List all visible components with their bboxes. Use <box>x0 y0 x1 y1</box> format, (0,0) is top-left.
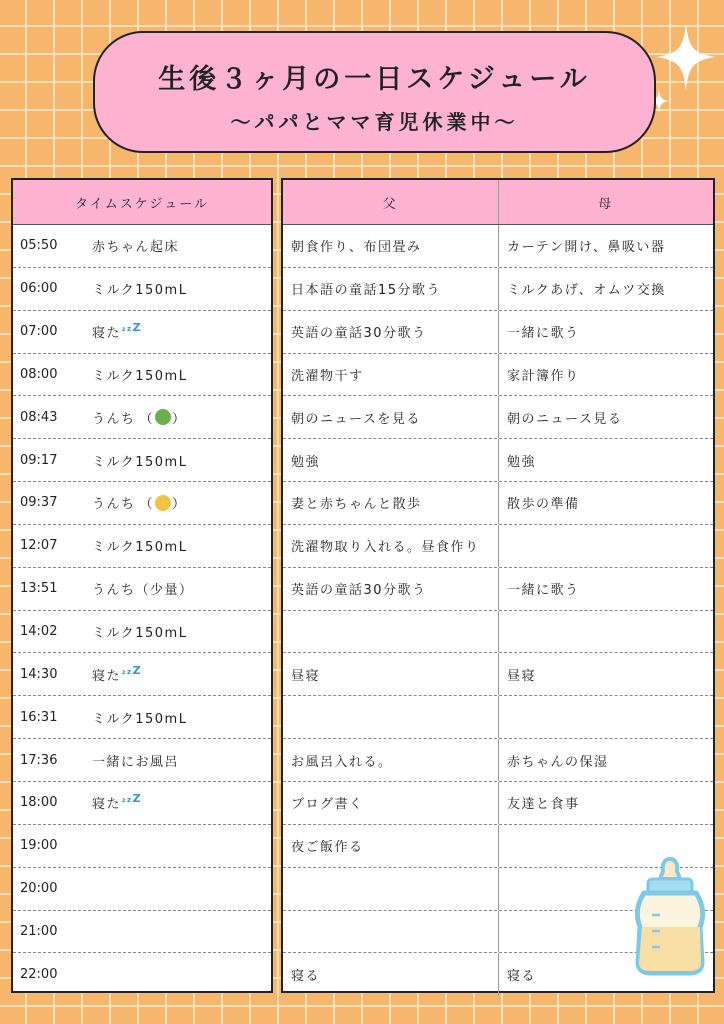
father-header: 父 <box>382 196 398 212</box>
event-cell <box>92 451 271 470</box>
event-cell <box>92 279 271 298</box>
event-label: うんち <box>92 411 136 427</box>
event-label: 赤ちゃん起床 <box>92 240 180 256</box>
event-label: うんち <box>92 497 136 513</box>
mother-cell: 家計簿作り <box>498 354 713 396</box>
event-label: 寝た <box>92 797 122 813</box>
father-cell: ブログ書く <box>291 797 364 813</box>
father-cell: 英語の童話30分歌う <box>291 583 427 599</box>
mother-cell <box>498 696 713 738</box>
mother-cell: 朝のニュース見る <box>498 396 713 438</box>
timeline-row <box>13 911 271 954</box>
father-cell: 寝る <box>291 969 321 985</box>
parents-row <box>283 311 713 354</box>
timeline-row <box>13 225 271 268</box>
sparkle-icon <box>655 22 717 92</box>
event-label: ミルク150mL <box>92 368 188 384</box>
event-cell <box>92 365 271 384</box>
event-cell <box>92 408 271 427</box>
mother-header: 母 <box>498 180 714 224</box>
yellow-dot-icon <box>155 495 171 511</box>
parents-row <box>283 525 713 568</box>
mother-cell: 散歩の準備 <box>498 482 713 524</box>
timeline-body <box>13 225 271 996</box>
time-cell: 07:00 <box>20 324 58 340</box>
father-cell: 妻と赤ちゃんと散歩 <box>291 497 422 513</box>
event-cell <box>92 579 271 598</box>
father-cell: 勉強 <box>291 454 321 470</box>
event-label: ミルク150mL <box>92 711 188 727</box>
event-cell <box>92 322 271 341</box>
green-dot-icon <box>155 409 171 425</box>
parents-row <box>283 482 713 525</box>
zzz-icon: zzZ <box>122 663 143 677</box>
paren-close: ） <box>172 411 187 427</box>
baby-bottle-icon <box>630 855 710 977</box>
page-subtitle: 〜パパとママ育児休業中〜 <box>230 110 519 134</box>
event-cell <box>92 793 271 812</box>
mother-cell: カーテン開け、鼻吸い器 <box>498 225 713 267</box>
mother-cell <box>498 525 713 567</box>
event-cell <box>92 751 271 770</box>
event-cell <box>92 622 271 641</box>
timeline-row <box>13 439 271 482</box>
parents-row <box>283 268 713 311</box>
timeline-table <box>11 178 273 993</box>
time-cell: 09:17 <box>20 452 58 468</box>
parents-row <box>283 653 713 696</box>
title-banner <box>93 31 656 153</box>
event-label: 寝た <box>92 326 122 342</box>
time-cell: 20:00 <box>20 881 58 897</box>
parents-row <box>283 568 713 611</box>
mother-cell: 一緒に歌う <box>498 311 713 353</box>
father-cell <box>283 611 498 653</box>
timeline-row <box>13 653 271 696</box>
timeline-row <box>13 953 271 996</box>
time-cell: 08:43 <box>20 409 58 425</box>
father-cell <box>283 911 498 953</box>
father-cell: 洗濯物取り入れる。昼食作り <box>291 540 480 556</box>
parents-row <box>283 611 713 654</box>
timeline-row <box>13 268 271 311</box>
timeline-row <box>13 868 271 911</box>
timeline-row <box>13 611 271 654</box>
event-cell <box>92 665 271 684</box>
event-cell <box>92 236 271 255</box>
event-cell <box>92 708 271 727</box>
parents-row <box>283 225 713 268</box>
time-cell: 14:30 <box>20 666 58 682</box>
time-cell: 19:00 <box>20 838 58 854</box>
father-cell: 朝食作り、布団畳み <box>291 240 422 256</box>
timeline-row <box>13 568 271 611</box>
zzz-icon: zzZ <box>122 321 143 335</box>
parents-row <box>283 696 713 739</box>
father-cell: 英語の童話30分歌う <box>291 326 427 342</box>
mother-cell: 勉強 <box>498 439 713 481</box>
time-cell: 16:31 <box>20 709 58 725</box>
father-cell: 昼寝 <box>291 668 321 684</box>
time-cell: 05:50 <box>20 238 58 254</box>
time-cell: 17:36 <box>20 752 58 768</box>
event-cell <box>92 536 271 555</box>
father-cell: 朝のニュースを見る <box>291 411 421 427</box>
time-cell: 12:07 <box>20 538 58 554</box>
mother-cell: 赤ちゃんの保湿 <box>498 739 713 781</box>
mother-cell <box>498 611 713 653</box>
paren-close: ） <box>172 497 187 513</box>
parents-row <box>283 739 713 782</box>
event-label: ミルク150mL <box>92 540 188 556</box>
mother-cell: 昼寝 <box>498 653 713 695</box>
event-label: うんち（少量） <box>92 583 194 599</box>
timeline-row <box>13 396 271 439</box>
father-cell: お風呂入れる。 <box>291 754 393 770</box>
time-cell: 13:51 <box>20 581 58 597</box>
paren-open: （ <box>139 497 155 513</box>
parents-header-row <box>283 180 713 225</box>
time-cell: 09:37 <box>20 495 58 511</box>
timeline-row <box>13 696 271 739</box>
father-cell: 夜ご飯作る <box>291 840 364 856</box>
time-cell: 14:02 <box>20 624 58 640</box>
time-cell: 21:00 <box>20 923 58 939</box>
time-cell: 06:00 <box>20 281 58 297</box>
event-cell <box>92 493 271 512</box>
event-label: ミルク150mL <box>92 454 188 470</box>
parents-row <box>283 396 713 439</box>
timeline-row <box>13 354 271 397</box>
mother-cell: 一緒に歌う <box>498 568 713 610</box>
father-cell: 洗濯物干す <box>291 368 364 384</box>
timeline-header-row <box>13 180 271 225</box>
paren-open: （ <box>139 411 155 427</box>
timeline-row <box>13 311 271 354</box>
time-cell: 18:00 <box>20 795 58 811</box>
time-cell: 08:00 <box>20 366 58 382</box>
parents-row <box>283 782 713 825</box>
mother-cell: 友達と食事 <box>498 782 713 824</box>
event-label: ミルク150mL <box>92 626 188 642</box>
parents-row <box>283 439 713 482</box>
mother-cell: 寝る <box>498 953 713 996</box>
father-cell <box>283 696 498 738</box>
page-title: 生後３ヶ月の一日スケジュール <box>158 64 591 95</box>
timeline-row <box>13 525 271 568</box>
timeline-row <box>13 782 271 825</box>
event-label: ミルク150mL <box>92 283 188 299</box>
timeline-header: タイムスケジュール <box>75 196 209 212</box>
event-label: 寝た <box>92 668 122 684</box>
parents-row <box>283 354 713 397</box>
timeline-row <box>13 739 271 782</box>
timeline-row <box>13 482 271 525</box>
event-label: 一緒にお風呂 <box>92 754 180 770</box>
father-cell <box>283 868 498 910</box>
father-cell: 日本語の童話15分歌う <box>291 283 442 299</box>
timeline-row <box>13 825 271 868</box>
mother-cell: ミルクあげ、オムツ交換 <box>498 268 713 310</box>
time-cell: 22:00 <box>20 967 58 983</box>
zzz-icon: zzZ <box>122 792 143 806</box>
